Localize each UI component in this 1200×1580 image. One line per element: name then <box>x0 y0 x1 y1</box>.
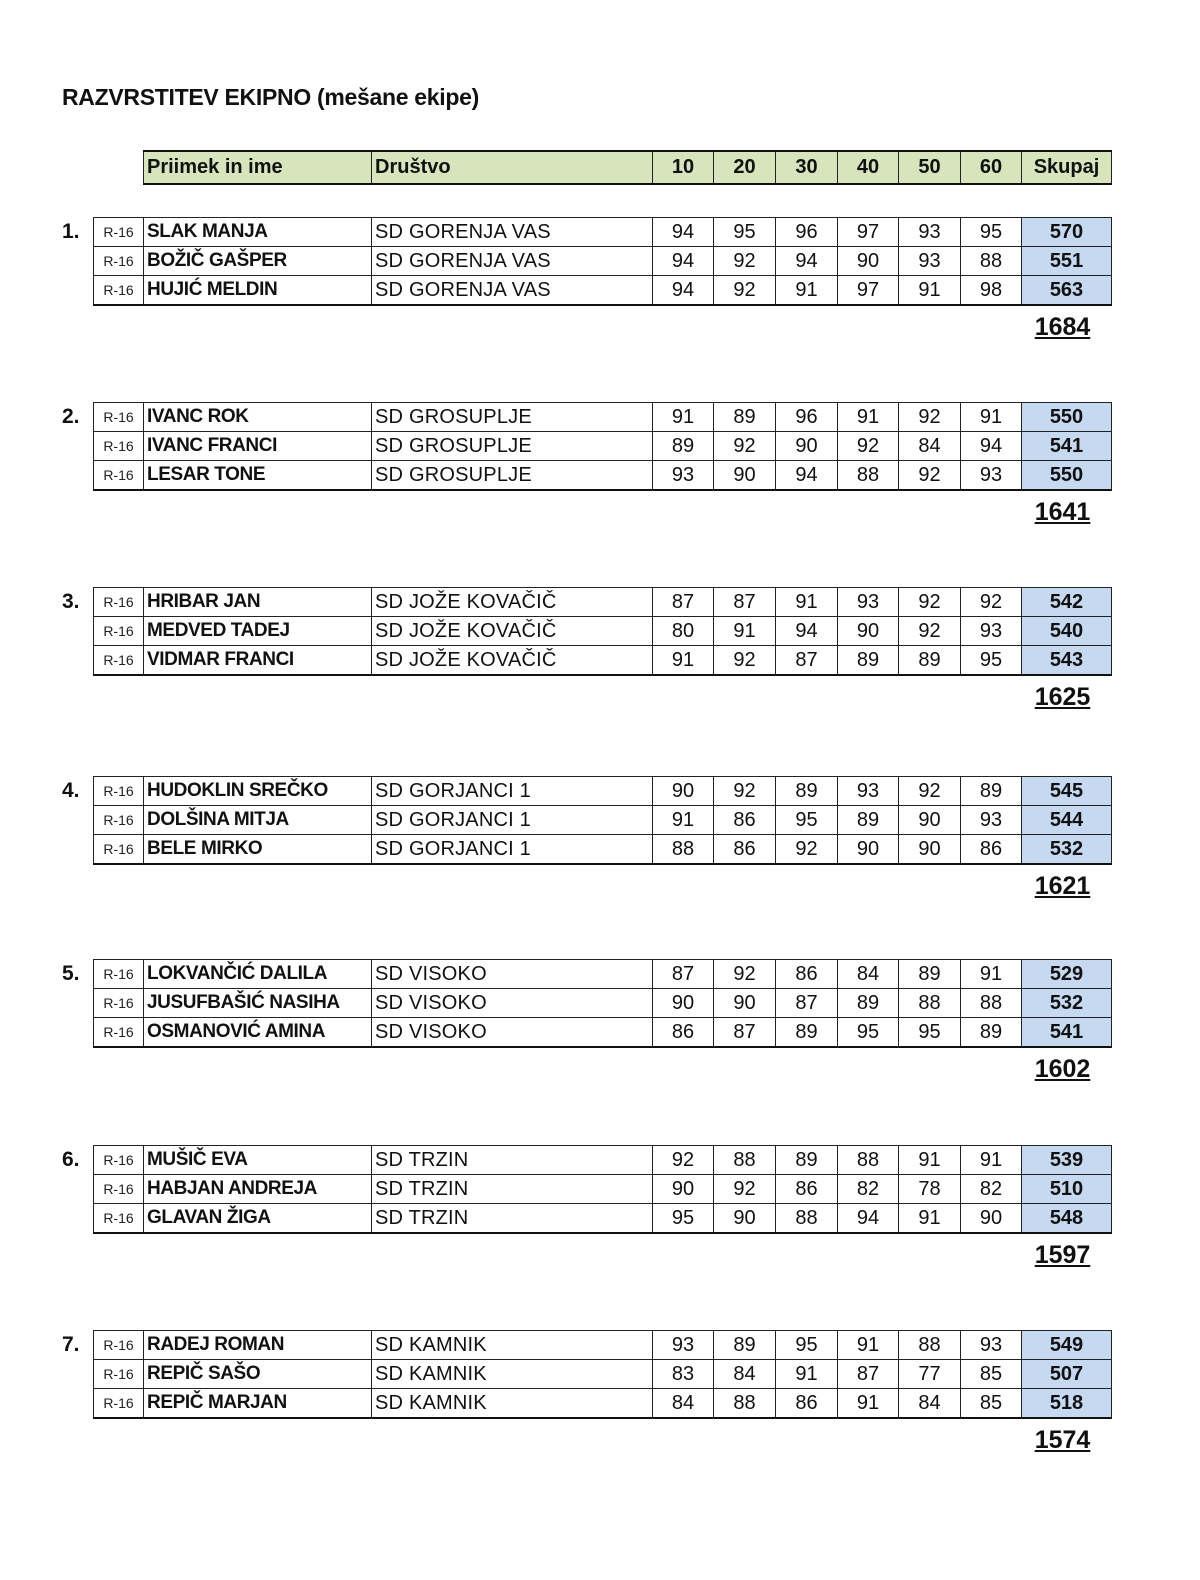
team-block <box>0 1330 1200 1480</box>
series-score: 90 <box>838 835 899 865</box>
series-score: 92 <box>899 777 961 806</box>
team-block <box>0 587 1200 737</box>
series-score: 93 <box>838 588 899 617</box>
team-total: 1625 <box>1034 683 1091 711</box>
team-block <box>0 402 1200 552</box>
series-score: 95 <box>653 1204 714 1234</box>
team-rank: 1. <box>62 220 80 243</box>
header-series-60: 60 <box>961 151 1022 184</box>
series-score: 94 <box>653 247 714 276</box>
table-row <box>94 1389 1112 1419</box>
team-table <box>93 776 1112 865</box>
shooter-name: IVANC ROK <box>144 403 372 432</box>
series-score: 92 <box>899 617 961 646</box>
individual-total: 529 <box>1022 960 1112 989</box>
individual-total: 507 <box>1022 1360 1112 1389</box>
club-name: SD VISOKO <box>372 960 653 989</box>
category-cell: R-16 <box>94 1360 144 1389</box>
individual-total: 532 <box>1022 989 1112 1018</box>
series-score: 87 <box>714 1018 776 1048</box>
team-table <box>93 1145 1112 1234</box>
table-row <box>94 403 1112 432</box>
series-score: 91 <box>961 960 1022 989</box>
table-row <box>94 960 1112 989</box>
category-cell: R-16 <box>94 461 144 491</box>
series-score: 86 <box>653 1018 714 1048</box>
series-score: 85 <box>961 1389 1022 1419</box>
series-score: 92 <box>714 646 776 676</box>
series-score: 91 <box>899 276 961 306</box>
table-row <box>94 1146 1112 1175</box>
table-row <box>94 1018 1112 1048</box>
series-score: 94 <box>653 218 714 247</box>
series-score: 91 <box>961 403 1022 432</box>
series-score: 78 <box>899 1175 961 1204</box>
team-rank: 5. <box>62 962 80 985</box>
club-name: SD KAMNIK <box>372 1331 653 1360</box>
individual-total: 518 <box>1022 1389 1112 1419</box>
category-cell: R-16 <box>94 1331 144 1360</box>
series-score: 86 <box>714 806 776 835</box>
series-score: 92 <box>714 247 776 276</box>
shooter-name: REPIČ SAŠO <box>144 1360 372 1389</box>
category-cell: R-16 <box>94 403 144 432</box>
series-score: 93 <box>838 777 899 806</box>
series-score: 89 <box>776 1018 838 1048</box>
club-name: SD KAMNIK <box>372 1360 653 1389</box>
series-score: 91 <box>714 617 776 646</box>
series-score: 92 <box>899 588 961 617</box>
individual-total: 545 <box>1022 777 1112 806</box>
individual-total: 550 <box>1022 403 1112 432</box>
individual-total: 563 <box>1022 276 1112 306</box>
individual-total: 544 <box>1022 806 1112 835</box>
individual-total: 570 <box>1022 218 1112 247</box>
header-series-20: 20 <box>714 151 776 184</box>
shooter-name: LOKVANČIĆ DALILA <box>144 960 372 989</box>
shooter-name: DOLŠINA MITJA <box>144 806 372 835</box>
shooter-name: VIDMAR FRANCI <box>144 646 372 676</box>
category-cell: R-16 <box>94 1018 144 1048</box>
series-score: 83 <box>653 1360 714 1389</box>
individual-total: 510 <box>1022 1175 1112 1204</box>
series-score: 90 <box>899 835 961 865</box>
table-row <box>94 806 1112 835</box>
header-club: Društvo <box>372 151 653 184</box>
series-score: 94 <box>838 1204 899 1234</box>
series-score: 96 <box>776 218 838 247</box>
series-score: 93 <box>961 617 1022 646</box>
series-score: 90 <box>838 247 899 276</box>
series-score: 89 <box>838 806 899 835</box>
series-score: 90 <box>899 806 961 835</box>
category-cell: R-16 <box>94 218 144 247</box>
series-score: 94 <box>776 617 838 646</box>
individual-total: 551 <box>1022 247 1112 276</box>
table-row <box>94 646 1112 676</box>
team-total: 1621 <box>1034 872 1091 900</box>
team-table <box>93 402 1112 491</box>
series-score: 92 <box>899 403 961 432</box>
series-score: 95 <box>961 218 1022 247</box>
table-row <box>94 588 1112 617</box>
series-score: 88 <box>776 1204 838 1234</box>
series-score: 93 <box>899 218 961 247</box>
series-score: 91 <box>653 403 714 432</box>
series-score: 88 <box>714 1146 776 1175</box>
series-score: 89 <box>653 432 714 461</box>
table-row <box>94 218 1112 247</box>
series-score: 87 <box>653 960 714 989</box>
category-cell: R-16 <box>94 835 144 865</box>
series-score: 84 <box>899 1389 961 1419</box>
series-score: 92 <box>961 588 1022 617</box>
shooter-name: LESAR TONE <box>144 461 372 491</box>
series-score: 92 <box>714 276 776 306</box>
series-score: 94 <box>776 461 838 491</box>
table-row <box>94 777 1112 806</box>
series-score: 87 <box>776 989 838 1018</box>
series-score: 91 <box>776 276 838 306</box>
column-header-row <box>143 150 1112 185</box>
series-score: 86 <box>714 835 776 865</box>
series-score: 89 <box>714 403 776 432</box>
category-cell: R-16 <box>94 1389 144 1419</box>
shooter-name: RADEJ ROMAN <box>144 1331 372 1360</box>
table-row <box>94 835 1112 865</box>
series-score: 95 <box>899 1018 961 1048</box>
club-name: SD GROSUPLJE <box>372 461 653 491</box>
series-score: 84 <box>838 960 899 989</box>
series-score: 93 <box>961 461 1022 491</box>
series-score: 90 <box>714 461 776 491</box>
series-score: 94 <box>653 276 714 306</box>
series-score: 82 <box>961 1175 1022 1204</box>
table-row <box>94 617 1112 646</box>
series-score: 90 <box>776 432 838 461</box>
shooter-name: HUDOKLIN SREČKO <box>144 777 372 806</box>
series-score: 91 <box>838 403 899 432</box>
shooter-name: BOŽIČ GAŠPER <box>144 247 372 276</box>
series-score: 91 <box>961 1146 1022 1175</box>
series-score: 84 <box>899 432 961 461</box>
series-score: 91 <box>653 646 714 676</box>
team-total: 1574 <box>1034 1426 1091 1454</box>
table-row <box>94 432 1112 461</box>
series-score: 94 <box>776 247 838 276</box>
series-score: 86 <box>776 1389 838 1419</box>
team-table <box>93 959 1112 1048</box>
series-score: 91 <box>899 1204 961 1234</box>
category-cell: R-16 <box>94 960 144 989</box>
series-score: 84 <box>714 1360 776 1389</box>
individual-total: 548 <box>1022 1204 1112 1234</box>
individual-total: 549 <box>1022 1331 1112 1360</box>
category-cell: R-16 <box>94 276 144 306</box>
club-name: SD KAMNIK <box>372 1389 653 1419</box>
individual-total: 543 <box>1022 646 1112 676</box>
club-name: SD GORENJA VAS <box>372 276 653 306</box>
series-score: 86 <box>961 835 1022 865</box>
table-row <box>94 1331 1112 1360</box>
series-score: 92 <box>714 960 776 989</box>
team-block <box>0 776 1200 926</box>
team-rank: 3. <box>62 590 80 613</box>
series-score: 93 <box>653 1331 714 1360</box>
series-score: 95 <box>838 1018 899 1048</box>
club-name: SD GORJANCI 1 <box>372 835 653 865</box>
series-score: 88 <box>961 247 1022 276</box>
club-name: SD GORENJA VAS <box>372 247 653 276</box>
shooter-name: IVANC FRANCI <box>144 432 372 461</box>
team-block <box>0 1145 1200 1295</box>
shooter-name: REPIČ MARJAN <box>144 1389 372 1419</box>
series-score: 86 <box>776 1175 838 1204</box>
category-cell: R-16 <box>94 617 144 646</box>
series-score: 97 <box>838 218 899 247</box>
series-score: 88 <box>714 1389 776 1419</box>
shooter-name: HUJIĆ MELDIN <box>144 276 372 306</box>
individual-total: 542 <box>1022 588 1112 617</box>
shooter-name: JUSUFBAŠIĆ NASIHA <box>144 989 372 1018</box>
series-score: 95 <box>776 806 838 835</box>
team-block <box>0 959 1200 1109</box>
series-score: 91 <box>653 806 714 835</box>
series-score: 90 <box>838 617 899 646</box>
header-series-40: 40 <box>838 151 899 184</box>
series-score: 95 <box>961 646 1022 676</box>
series-score: 87 <box>838 1360 899 1389</box>
series-score: 91 <box>776 588 838 617</box>
club-name: SD TRZIN <box>372 1175 653 1204</box>
header-series-50: 50 <box>899 151 961 184</box>
series-score: 82 <box>838 1175 899 1204</box>
series-score: 88 <box>899 1331 961 1360</box>
series-score: 92 <box>838 432 899 461</box>
header-series-10: 10 <box>653 151 714 184</box>
series-score: 97 <box>838 276 899 306</box>
page-title: RAZVRSTITEV EKIPNO (mešane ekipe) <box>62 84 479 110</box>
series-score: 92 <box>714 1175 776 1204</box>
series-score: 87 <box>653 588 714 617</box>
category-cell: R-16 <box>94 646 144 676</box>
individual-total: 539 <box>1022 1146 1112 1175</box>
series-score: 91 <box>899 1146 961 1175</box>
series-score: 90 <box>653 777 714 806</box>
club-name: SD GORJANCI 1 <box>372 806 653 835</box>
individual-total: 532 <box>1022 835 1112 865</box>
series-score: 88 <box>961 989 1022 1018</box>
series-score: 91 <box>838 1389 899 1419</box>
header-series-30: 30 <box>776 151 838 184</box>
shooter-name: HABJAN ANDREJA <box>144 1175 372 1204</box>
individual-total: 541 <box>1022 1018 1112 1048</box>
series-score: 90 <box>653 1175 714 1204</box>
category-cell: R-16 <box>94 806 144 835</box>
series-score: 89 <box>899 960 961 989</box>
team-table <box>93 1330 1112 1419</box>
series-score: 89 <box>776 1146 838 1175</box>
header-total: Skupaj <box>1022 151 1112 184</box>
series-score: 89 <box>838 989 899 1018</box>
table-row <box>94 989 1112 1018</box>
category-cell: R-16 <box>94 989 144 1018</box>
series-score: 77 <box>899 1360 961 1389</box>
series-score: 90 <box>653 989 714 1018</box>
club-name: SD TRZIN <box>372 1204 653 1234</box>
category-cell: R-16 <box>94 1146 144 1175</box>
series-score: 89 <box>961 777 1022 806</box>
club-name: SD VISOKO <box>372 989 653 1018</box>
club-name: SD TRZIN <box>372 1146 653 1175</box>
club-name: SD GROSUPLJE <box>372 432 653 461</box>
series-score: 90 <box>714 989 776 1018</box>
table-row <box>94 1204 1112 1234</box>
series-score: 91 <box>838 1331 899 1360</box>
individual-total: 541 <box>1022 432 1112 461</box>
category-cell: R-16 <box>94 1204 144 1234</box>
category-cell: R-16 <box>94 1175 144 1204</box>
club-name: SD VISOKO <box>372 1018 653 1048</box>
team-total: 1684 <box>1034 313 1091 341</box>
series-score: 93 <box>899 247 961 276</box>
series-score: 92 <box>714 432 776 461</box>
table-row <box>94 461 1112 491</box>
table-row <box>94 247 1112 276</box>
club-name: SD JOŽE KOVAČIČ <box>372 588 653 617</box>
series-score: 89 <box>899 646 961 676</box>
shooter-name: BELE MIRKO <box>144 835 372 865</box>
series-score: 92 <box>653 1146 714 1175</box>
series-score: 88 <box>653 835 714 865</box>
series-score: 88 <box>899 989 961 1018</box>
table-row <box>94 276 1112 306</box>
series-score: 89 <box>838 646 899 676</box>
shooter-name: SLAK MANJA <box>144 218 372 247</box>
series-score: 89 <box>714 1331 776 1360</box>
series-score: 93 <box>961 806 1022 835</box>
team-total: 1597 <box>1034 1241 1091 1269</box>
team-total: 1641 <box>1034 498 1091 526</box>
series-score: 84 <box>653 1389 714 1419</box>
team-rank: 6. <box>62 1148 80 1171</box>
series-score: 92 <box>899 461 961 491</box>
club-name: SD JOŽE KOVAČIČ <box>372 617 653 646</box>
series-score: 88 <box>838 461 899 491</box>
team-rank: 4. <box>62 779 80 802</box>
series-score: 89 <box>776 777 838 806</box>
shooter-name: HRIBAR JAN <box>144 588 372 617</box>
series-score: 87 <box>714 588 776 617</box>
category-cell: R-16 <box>94 432 144 461</box>
series-score: 89 <box>961 1018 1022 1048</box>
team-total: 1602 <box>1034 1055 1091 1083</box>
series-score: 96 <box>776 403 838 432</box>
series-score: 92 <box>714 777 776 806</box>
series-score: 98 <box>961 276 1022 306</box>
club-name: SD GROSUPLJE <box>372 403 653 432</box>
series-score: 90 <box>714 1204 776 1234</box>
series-score: 95 <box>714 218 776 247</box>
category-cell: R-16 <box>94 777 144 806</box>
shooter-name: GLAVAN ŽIGA <box>144 1204 372 1234</box>
series-score: 92 <box>776 835 838 865</box>
table-row <box>94 1175 1112 1204</box>
club-name: SD GORENJA VAS <box>372 218 653 247</box>
club-name: SD GORJANCI 1 <box>372 777 653 806</box>
team-table <box>93 587 1112 676</box>
table-row <box>94 1360 1112 1389</box>
individual-total: 550 <box>1022 461 1112 491</box>
category-cell: R-16 <box>94 588 144 617</box>
club-name: SD JOŽE KOVAČIČ <box>372 646 653 676</box>
series-score: 90 <box>961 1204 1022 1234</box>
series-score: 95 <box>776 1331 838 1360</box>
series-score: 93 <box>961 1331 1022 1360</box>
series-score: 85 <box>961 1360 1022 1389</box>
series-score: 87 <box>776 646 838 676</box>
header-name: Priimek in ime <box>144 151 372 184</box>
series-score: 86 <box>776 960 838 989</box>
series-score: 88 <box>838 1146 899 1175</box>
shooter-name: MEDVED TADEJ <box>144 617 372 646</box>
category-cell: R-16 <box>94 247 144 276</box>
shooter-name: OSMANOVIĆ AMINA <box>144 1018 372 1048</box>
team-table <box>93 217 1112 306</box>
series-score: 93 <box>653 461 714 491</box>
series-score: 94 <box>961 432 1022 461</box>
individual-total: 540 <box>1022 617 1112 646</box>
shooter-name: MUŠIČ EVA <box>144 1146 372 1175</box>
series-score: 91 <box>776 1360 838 1389</box>
team-rank: 2. <box>62 405 80 428</box>
series-score: 80 <box>653 617 714 646</box>
team-rank: 7. <box>62 1333 80 1356</box>
team-block <box>0 217 1200 367</box>
